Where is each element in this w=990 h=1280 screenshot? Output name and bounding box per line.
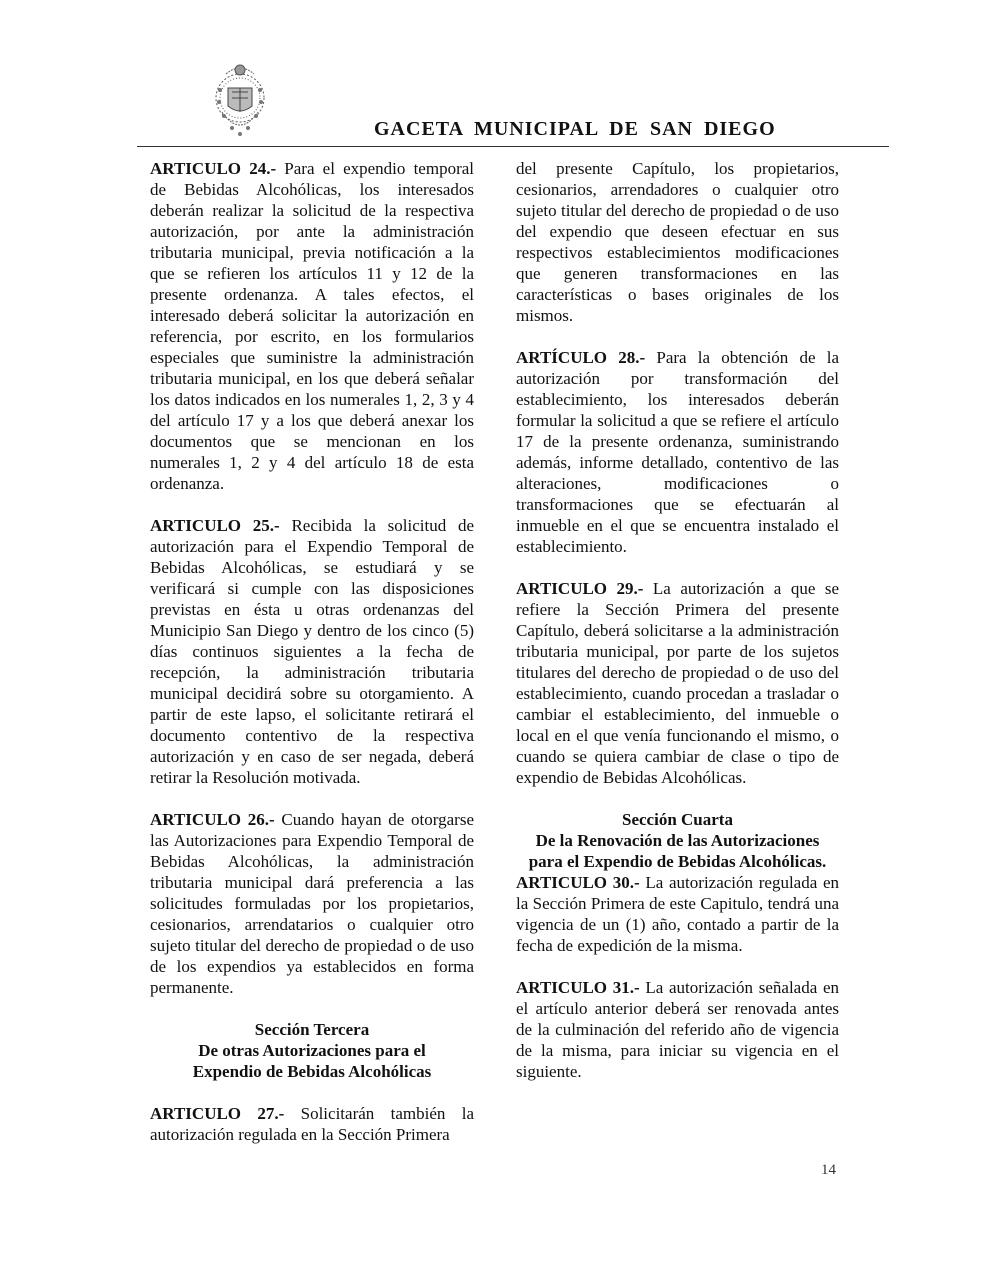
left-column	[150, 158, 474, 1145]
article-text: La autorización regulada en la Sección Primera de este Capitulo, tendrá una vigencia de un (1) año, contado a partir de la fecha de expedición de la misma.	[516, 873, 840, 955]
article-label: ARTICULO 31.-	[516, 978, 640, 997]
article-text: Solicitarán también la autorización regulada en la Sección Primera	[150, 1104, 474, 1144]
section-heading-cuarta	[516, 809, 839, 872]
article-31	[516, 977, 839, 1082]
article-29	[516, 578, 839, 788]
article-label: ARTÍCULO 28.-	[516, 348, 646, 367]
article-text: Cuando hayan de otorgarse las Autorizaciones para Expendio Temporal de Bebidas Alcohólicas, la administración tributaria municipal dará preferencia a las solicitudes formuladas por los propietarios, cesionarios, arrendatarios o cualquier otro sujeto titular del derecho de propiedad o de uso de los expendios ya establecidos en forma permanente.	[150, 810, 474, 997]
article-27-continued	[516, 158, 839, 326]
article-text: Para la obtención de la autorización por transformación del establecimiento, los interesados deberán formular la solicitud a que se refiere el artículo 17 de la presente ordenanza, suministrando además, informe detallado, contentivo de las alteraciones, modificaciones o transformaciones que se efectuarán al inmueble en el que se encuentra instalado el establecimiento.	[516, 348, 840, 556]
section-heading-tercera	[150, 1019, 474, 1082]
header-divider	[137, 146, 889, 147]
article-27	[150, 1103, 474, 1145]
section-title: Sección Tercera	[254, 1020, 370, 1039]
page-number: 14	[821, 1162, 836, 1178]
article-text: Para el expendio temporal de Bebidas Alcohólicas, los interesados deberán realizar la solicitud de la respectiva autorización, por ante la administración tributaria municipal, previa notificación a la que se refieren los artículos 11 y 12 de la presente ordenanza. A tales efectos, el interesado deberá solicitar la autorización en referencia, por escrito, en los formularios especiales que suministre la administración tributaria municipal, en los que deberá señalar los datos indicados en los numerales 1, 2, 3 y 4 del artículo 17 y a los que deberá anexar los documentos que se mencionan en los numerales 1, 2 y 4 del artículo 18 de esta ordenanza.	[150, 159, 474, 493]
article-label: ARTICULO 27.-	[150, 1104, 285, 1123]
right-column	[516, 158, 839, 1082]
section-subtitle-line: para el Expendio de Bebidas Alcohólicas.	[528, 852, 827, 871]
article-label: ARTICULO 30.-	[516, 873, 640, 892]
article-label: ARTICULO 25.-	[150, 516, 280, 535]
article-26	[150, 809, 474, 998]
article-30	[516, 872, 839, 956]
municipal-seal-icon	[212, 58, 268, 140]
article-24	[150, 158, 474, 494]
article-25	[150, 515, 474, 788]
article-text: Recibida la solicitud de autorización para el Expendio Temporal de Bebidas Alcohólicas, se estudiará y se verificará si cumple con las disposiciones previstas en ésta u otras ordenanzas del Municipio San Diego y dentro de los cinco (5) días continuos siguientes a la fecha de recepción, la administración tributaria municipal decidirá sobre su otorgamiento. A partir de este lapso, el solicitante retirará el documento contentivo de la respectiva autorización y en caso de ser negada, deberá retirar la Resolución motivada.	[150, 516, 475, 787]
section-subtitle-line: De otras Autorizaciones para el	[198, 1041, 426, 1060]
article-text: del presente Capítulo, los propietarios, cesionarios, arrendadores o cualquier otro sujeto titular del derecho de propiedad o de uso del expendio que deseen efectuar en sus respectivos establecimientos modificaciones que generen transformaciones en las características o bases originales de los mismos.	[516, 159, 839, 325]
article-label: ARTICULO 29.-	[516, 579, 644, 598]
section-title: Sección Cuarta	[622, 810, 733, 829]
article-28	[516, 347, 839, 557]
section-subtitle-line: Expendio de Bebidas Alcohólicas	[192, 1062, 432, 1081]
section-subtitle-line: De la Renovación de las Autorizaciones	[535, 831, 820, 850]
article-text: La autorización señalada en el artículo anterior deberá ser renovada antes de la culminación del referido año de vigencia de la misma, para iniciar su vigencia en el siguiente.	[516, 978, 840, 1081]
article-text: La autorización a que se refiere la Sección Primera del presente Capítulo, deberá solicitarse a la administración tributaria municipal, por parte de los sujetos titulares del derecho de propiedad o de uso del establecimiento, cuando procedan a trasladar o cambiar el establecimiento, del inmueble o local en el que venía funcionando el mismo, o cuando se quiera cambiar de clase o tipo de expendio de Bebidas Alcohólicas.	[516, 579, 840, 787]
gazette-title: GACETA MUNICIPAL DE SAN DIEGO	[374, 118, 776, 140]
article-label: ARTICULO 24.-	[150, 159, 277, 178]
article-label: ARTICULO 26.-	[150, 810, 275, 829]
